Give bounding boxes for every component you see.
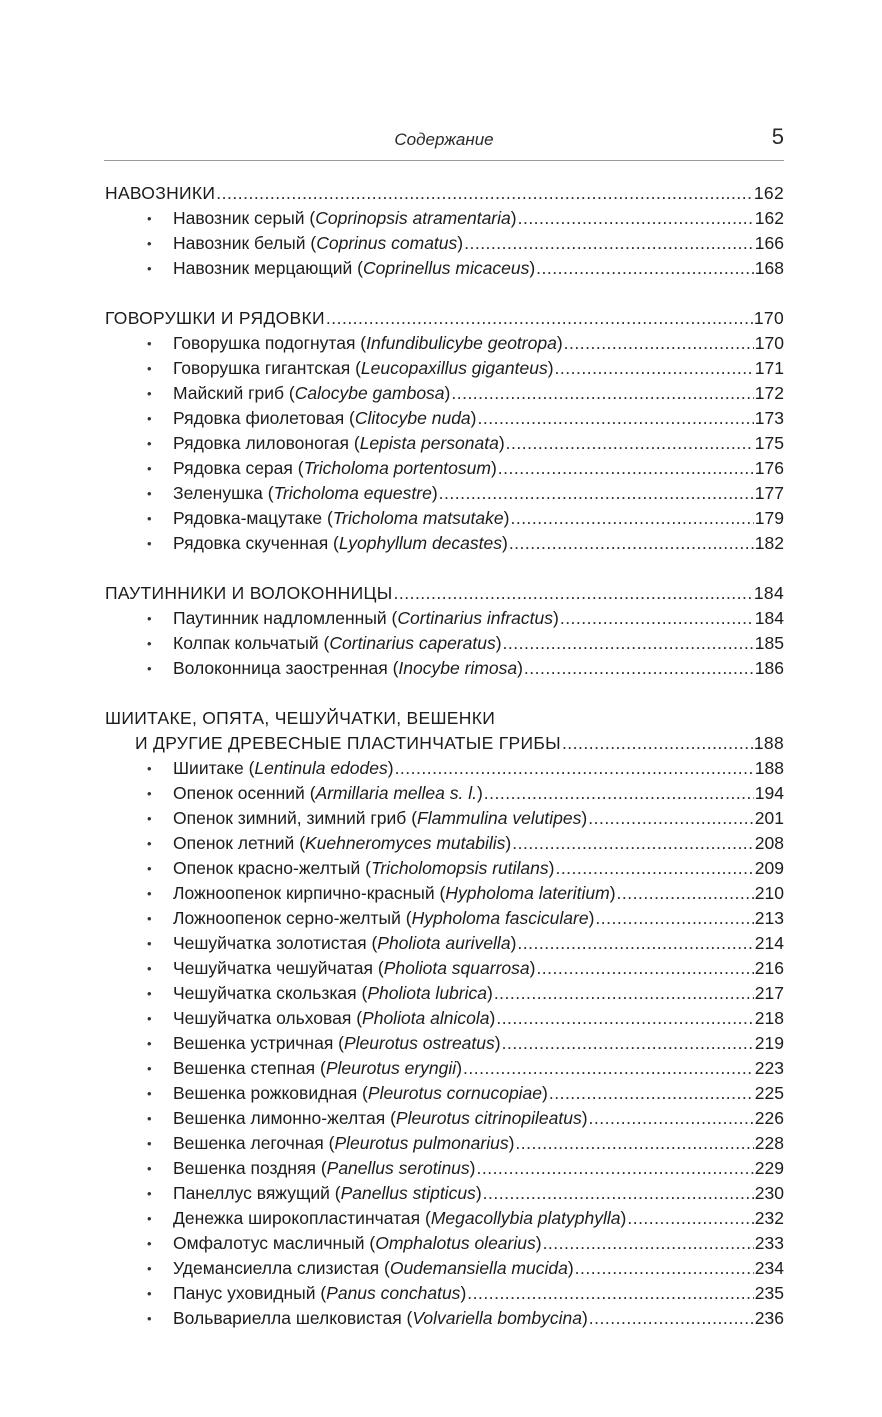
entry-page: 234 <box>754 1258 784 1278</box>
dot-leader <box>627 1206 753 1231</box>
toc-entry[interactable] <box>105 606 784 631</box>
toc-entry[interactable] <box>105 931 784 956</box>
bullet-icon: • <box>147 1136 152 1151</box>
latin-name: Coprinus comatus <box>316 233 458 253</box>
entry-title: Чешуйчатка чешуйчатая (Pholiota squarrosa) <box>173 958 536 978</box>
toc-section <box>105 581 784 681</box>
entry-title: Чешуйчатка золотистая (Pholiota aurivella) <box>173 933 517 953</box>
toc-entry[interactable] <box>105 1231 784 1256</box>
entry-page: 179 <box>754 508 784 528</box>
entry-title: Опенок летний (Kuehneromyces mutabilis) <box>173 833 512 853</box>
toc-entry[interactable] <box>105 1156 784 1181</box>
latin-name: Oudemansiella mucida <box>389 1258 568 1278</box>
entry-title: Вешенка поздняя (Panellus serotinus) <box>173 1158 476 1178</box>
entry-page: 217 <box>754 983 784 1003</box>
dot-leader <box>536 256 754 281</box>
section-heading: ШИИТАКЕ, ОПЯТА, ЧЕШУЙЧАТКИ, ВЕШЕНКИ <box>105 708 496 728</box>
entry-title: Рядовка-мацутаке (Tricholoma matsutake) <box>173 508 510 528</box>
bullet-icon: • <box>147 636 152 651</box>
latin-name: Omphalotus olearius <box>375 1233 536 1253</box>
entry-title: Опенок осенний (Armillaria mellea s. l.) <box>173 783 483 803</box>
entry-page: 162 <box>753 183 784 203</box>
entry-page: 170 <box>754 333 784 353</box>
bullet-icon: • <box>147 961 152 976</box>
dot-leader <box>394 581 753 606</box>
latin-name: Kuehneromyces mutabilis <box>305 833 506 853</box>
entry-title: Навозник мерцающий (Coprinellus micaceus) <box>173 258 536 278</box>
dot-leader <box>509 531 754 556</box>
latin-name: Lepista personata <box>359 433 499 453</box>
entry-title: Рядовка серая (Tricholoma portentosum) <box>173 458 497 478</box>
dot-leader <box>326 306 753 331</box>
toc-entry[interactable] <box>105 1256 784 1281</box>
entry-title: НАВОЗНИКИ <box>105 183 216 203</box>
latin-name: Leucopaxillus giganteus <box>360 358 548 378</box>
entry-title: Зеленушка (Tricholoma equestre) <box>173 483 438 503</box>
bullet-icon: • <box>147 1011 152 1026</box>
bullet-icon: • <box>147 211 152 226</box>
page-number: 5 <box>771 124 784 149</box>
header-title: Содержание <box>394 130 494 149</box>
latin-name: Megacollybia platyphylla <box>430 1208 621 1228</box>
dot-leader <box>395 756 754 781</box>
bullet-icon: • <box>147 261 152 276</box>
entry-page: 194 <box>754 783 784 803</box>
dot-leader <box>216 181 753 206</box>
toc-entry[interactable] <box>105 1131 784 1156</box>
latin-name: Coprinellus micaceus <box>363 258 530 278</box>
dot-leader <box>595 906 753 931</box>
section-heading-continued[interactable] <box>105 731 784 756</box>
entry-title: Навозник серый (Coprinopsis atramentaria) <box>173 208 517 228</box>
entry-title: Рядовка фиолетовая (Clitocybe nuda) <box>173 408 477 428</box>
toc-entry[interactable] <box>105 906 784 931</box>
latin-name: Pholiota squarrosa <box>383 958 530 978</box>
bullet-icon: • <box>147 411 152 426</box>
entry-page: 185 <box>754 633 784 653</box>
toc-entry[interactable] <box>105 806 784 831</box>
entry-page: 184 <box>753 583 784 603</box>
dot-leader <box>564 331 754 356</box>
dot-leader <box>512 831 754 856</box>
entry-page: 233 <box>754 1233 784 1253</box>
latin-name: Pleurotus citrinopileatus <box>395 1108 582 1128</box>
entry-page: 201 <box>754 808 784 828</box>
toc-entry[interactable] <box>105 781 784 806</box>
toc-entry[interactable] <box>105 1006 784 1031</box>
dot-leader <box>589 1306 754 1331</box>
dot-leader <box>517 931 753 956</box>
toc-entry[interactable] <box>105 231 784 256</box>
entry-title: Навозник белый (Coprinus comatus) <box>173 233 464 253</box>
dot-leader <box>536 956 753 981</box>
entry-page: 184 <box>754 608 784 628</box>
latin-name: Volvariella bombycina <box>412 1308 582 1328</box>
bullet-icon: • <box>147 661 152 676</box>
entry-page: 182 <box>754 533 784 553</box>
dot-leader <box>464 231 754 256</box>
latin-name: Inocybe rimosa <box>398 658 518 678</box>
latin-name: Calocybe gambosa <box>294 383 445 403</box>
bullet-icon: • <box>147 836 152 851</box>
bullet-icon: • <box>147 1111 152 1126</box>
entry-page: 228 <box>754 1133 784 1153</box>
bullet-icon: • <box>147 811 152 826</box>
entry-title: И ДРУГИЕ ДРЕВЕСНЫЕ ПЛАСТИНЧАТЫЕ ГРИБЫ <box>135 733 561 753</box>
bullet-icon: • <box>147 761 152 776</box>
entry-page: 235 <box>754 1283 784 1303</box>
latin-name: Pholiota lubrica <box>367 983 487 1003</box>
dot-leader <box>476 1156 753 1181</box>
entry-title: Панеллус вяжущий (Panellus stipticus) <box>173 1183 482 1203</box>
dot-leader <box>439 481 754 506</box>
dot-leader <box>560 606 754 631</box>
entry-page: 218 <box>754 1008 784 1028</box>
entry-page: 225 <box>754 1083 784 1103</box>
running-header <box>104 120 784 161</box>
dot-leader <box>451 381 753 406</box>
entry-page: 223 <box>754 1058 784 1078</box>
entry-title: Опенок зимний, зимний гриб (Flammulina velutipes) <box>173 808 588 828</box>
toc-entry[interactable] <box>105 1306 784 1331</box>
entry-title: Вешенка лимонно-желтая (Pleurotus citrinopileatus) <box>173 1108 588 1128</box>
bullet-icon: • <box>147 886 152 901</box>
entry-title: ПАУТИННИКИ И ВОЛОКОННИЦЫ <box>105 583 393 603</box>
table-of-contents <box>105 181 784 1356</box>
latin-name: Coprinopsis atramentaria <box>315 208 511 228</box>
section-heading[interactable] <box>105 581 784 606</box>
toc-entry[interactable] <box>105 1031 784 1056</box>
toc-section <box>105 306 784 556</box>
toc-entry[interactable] <box>105 381 784 406</box>
entry-title: Вешенка степная (Pleurotus eryngii) <box>173 1058 463 1078</box>
bullet-icon: • <box>147 936 152 951</box>
latin-name: Pleurotus ostreatus <box>343 1033 495 1053</box>
latin-name: Infundibulicybe geotropa <box>366 333 557 353</box>
bullet-icon: • <box>147 486 152 501</box>
dot-leader <box>555 356 754 381</box>
dot-leader <box>484 781 754 806</box>
bullet-icon: • <box>147 361 152 376</box>
dot-leader <box>549 1081 754 1106</box>
bullet-icon: • <box>147 1161 152 1176</box>
entry-title: ГОВОРУШКИ И РЯДОВКИ <box>105 308 325 328</box>
latin-name: Armillaria mellea s. l. <box>315 783 477 803</box>
dot-leader <box>502 1031 754 1056</box>
entry-page: 172 <box>754 383 784 403</box>
toc-entry[interactable] <box>105 1181 784 1206</box>
bullet-icon: • <box>147 1236 152 1251</box>
latin-name: Cortinarius infractus <box>397 608 553 628</box>
dot-leader <box>562 731 753 756</box>
dot-leader <box>467 1281 754 1306</box>
entry-title: Говорушка подогнутая (Infundibulicybe geotropa) <box>173 333 563 353</box>
bullet-icon: • <box>147 1261 152 1276</box>
toc-entry[interactable] <box>105 431 784 456</box>
entry-page: 166 <box>754 233 784 253</box>
latin-name: Tricholoma equestre <box>273 483 432 503</box>
entry-title: Панус уховидный (Panus conchatus) <box>173 1283 467 1303</box>
toc-entry[interactable] <box>105 1106 784 1131</box>
entry-page: 230 <box>754 1183 784 1203</box>
toc-entry[interactable] <box>105 331 784 356</box>
entry-page: 232 <box>754 1208 784 1228</box>
entry-title: Вешенка легочная (Pleurotus pulmonarius) <box>173 1133 515 1153</box>
latin-name: Pleurotus pulmonarius <box>334 1133 509 1153</box>
dot-leader <box>518 206 754 231</box>
entry-page: 229 <box>754 1158 784 1178</box>
dot-leader <box>588 806 754 831</box>
entry-title: Волоконница заостренная (Inocybe rimosa) <box>173 658 523 678</box>
entry-title: Вешенка рожковидная (Pleurotus cornucopiae) <box>173 1083 548 1103</box>
entry-page: 171 <box>754 358 784 378</box>
latin-name: Lyophyllum decastes <box>338 533 502 553</box>
latin-name: Panellus stipticus <box>340 1183 476 1203</box>
toc-entry[interactable] <box>105 956 784 981</box>
bullet-icon: • <box>147 386 152 401</box>
latin-name: Panellus serotinus <box>326 1158 470 1178</box>
entry-title: Ложноопенок серно-желтый (Hypholoma fasciculare) <box>173 908 595 928</box>
latin-name: Tricholoma portentosum <box>303 458 491 478</box>
bullet-icon: • <box>147 1286 152 1301</box>
bullet-icon: • <box>147 236 152 251</box>
toc-entry[interactable] <box>105 1281 784 1306</box>
toc-entry[interactable] <box>105 256 784 281</box>
latin-name: Clitocybe nuda <box>354 408 471 428</box>
entry-page: 170 <box>753 308 784 328</box>
entry-title: Опенок красно-желтый (Tricholomopsis rutilans) <box>173 858 555 878</box>
bullet-icon: • <box>147 911 152 926</box>
dot-leader <box>483 1181 754 1206</box>
bullet-icon: • <box>147 1086 152 1101</box>
entry-title: Паутинник надломленный (Cortinarius infractus) <box>173 608 559 628</box>
entry-page: 216 <box>754 958 784 978</box>
dot-leader <box>478 406 754 431</box>
entry-page: 162 <box>754 208 784 228</box>
dot-leader <box>498 456 754 481</box>
entry-title: Денежка широкопластинчатая (Megacollybia platyphylla) <box>173 1208 627 1228</box>
bullet-icon: • <box>147 511 152 526</box>
dot-leader <box>589 1106 754 1131</box>
bullet-icon: • <box>147 1186 152 1201</box>
dot-leader <box>617 881 754 906</box>
section-heading[interactable] <box>105 306 784 331</box>
bullet-icon: • <box>147 461 152 476</box>
latin-name: Panus conchatus <box>326 1283 461 1303</box>
dot-leader <box>496 1006 753 1031</box>
dot-leader <box>575 1256 754 1281</box>
toc-entry[interactable] <box>105 856 784 881</box>
toc-entry[interactable] <box>105 1206 784 1231</box>
entry-title: Ложноопенок кирпично-красный (Hypholoma lateritium) <box>173 883 616 903</box>
entry-page: 176 <box>754 458 784 478</box>
toc-entry[interactable] <box>105 206 784 231</box>
toc-entry[interactable] <box>105 831 784 856</box>
entry-page: 209 <box>754 858 784 878</box>
entry-title: Рядовка лиловоногая (Lepista personata) <box>173 433 505 453</box>
dot-leader <box>494 981 754 1006</box>
bullet-icon: • <box>147 861 152 876</box>
latin-name: Pholiota alnicola <box>362 1008 490 1028</box>
entry-title: Майский гриб (Calocybe gambosa) <box>173 383 451 403</box>
bullet-icon: • <box>147 1311 152 1326</box>
entry-title: Вешенка устричная (Pleurotus ostreatus) <box>173 1033 501 1053</box>
toc-section <box>105 181 784 281</box>
entry-page: 188 <box>754 758 784 778</box>
entry-page: 186 <box>754 658 784 678</box>
latin-name: Cortinarius caperatus <box>329 633 496 653</box>
entry-page: 188 <box>753 733 784 753</box>
bullet-icon: • <box>147 986 152 1001</box>
dot-leader <box>506 431 754 456</box>
entry-page: 236 <box>754 1308 784 1328</box>
latin-name: Pleurotus eryngii <box>325 1058 457 1078</box>
bullet-icon: • <box>147 786 152 801</box>
latin-name: Tricholoma matsutake <box>332 508 504 528</box>
bullet-icon: • <box>147 336 152 351</box>
entry-page: 175 <box>754 433 784 453</box>
entry-title: Шиитаке (Lentinula edodes) <box>173 758 394 778</box>
latin-name: Pholiota aurivella <box>377 933 511 953</box>
entry-page: 213 <box>754 908 784 928</box>
entry-title: Чешуйчатка ольховая (Pholiota alnicola) <box>173 1008 496 1028</box>
entry-title: Вольвариелла шелковистая (Volvariella bombycina) <box>173 1308 588 1328</box>
bullet-icon: • <box>147 1061 152 1076</box>
dot-leader <box>463 1056 754 1081</box>
toc-entry[interactable] <box>105 981 784 1006</box>
entry-page: 208 <box>754 833 784 853</box>
entry-title: Удемансиелла слизистая (Oudemansiella mucida) <box>173 1258 574 1278</box>
entry-page: 210 <box>754 883 784 903</box>
bullet-icon: • <box>147 611 152 626</box>
latin-name: Flammulina velutipes <box>417 808 582 828</box>
toc-entry[interactable] <box>105 631 784 656</box>
entry-title: Омфалотус масличный (Omphalotus olearius) <box>173 1233 542 1253</box>
latin-name: Tricholomopsis rutilans <box>370 858 549 878</box>
toc-entry[interactable] <box>105 656 784 681</box>
bullet-icon: • <box>147 536 152 551</box>
entry-title: Говорушка гигантская (Leucopaxillus giganteus) <box>173 358 554 378</box>
toc-entry[interactable] <box>105 756 784 781</box>
latin-name: Hypholoma lateritium <box>445 883 610 903</box>
bullet-icon: • <box>147 436 152 451</box>
toc-entry[interactable] <box>105 1056 784 1081</box>
toc-entry[interactable] <box>105 481 784 506</box>
entry-title: Колпак кольчатый (Cortinarius caperatus) <box>173 633 502 653</box>
toc-section <box>105 706 784 1331</box>
toc-entry[interactable] <box>105 456 784 481</box>
section-heading[interactable] <box>105 181 784 206</box>
entry-page: 219 <box>754 1033 784 1053</box>
toc-entry[interactable] <box>105 506 784 531</box>
entry-title: Рядовка скученная (Lyophyllum decastes) <box>173 533 508 553</box>
toc-entry[interactable] <box>105 531 784 556</box>
dot-leader <box>515 1131 753 1156</box>
dot-leader <box>543 1231 754 1256</box>
toc-entry[interactable] <box>105 356 784 381</box>
latin-name: Hypholoma fasciculare <box>411 908 589 928</box>
entry-page: 226 <box>754 1108 784 1128</box>
toc-entry[interactable] <box>105 406 784 431</box>
dot-leader <box>555 856 753 881</box>
bullet-icon: • <box>147 1211 152 1226</box>
entry-page: 214 <box>754 933 784 953</box>
dot-leader <box>510 506 753 531</box>
dot-leader <box>524 656 754 681</box>
entry-page: 177 <box>754 483 784 503</box>
toc-entry[interactable] <box>105 1081 784 1106</box>
entry-page: 173 <box>754 408 784 428</box>
entry-page: 168 <box>754 258 784 278</box>
entry-title: Чешуйчатка скользкая (Pholiota lubrica) <box>173 983 493 1003</box>
bullet-icon: • <box>147 1036 152 1051</box>
dot-leader <box>503 631 754 656</box>
toc-entry[interactable] <box>105 881 784 906</box>
latin-name: Lentinula edodes <box>254 758 388 778</box>
latin-name: Pleurotus cornucopiae <box>367 1083 543 1103</box>
